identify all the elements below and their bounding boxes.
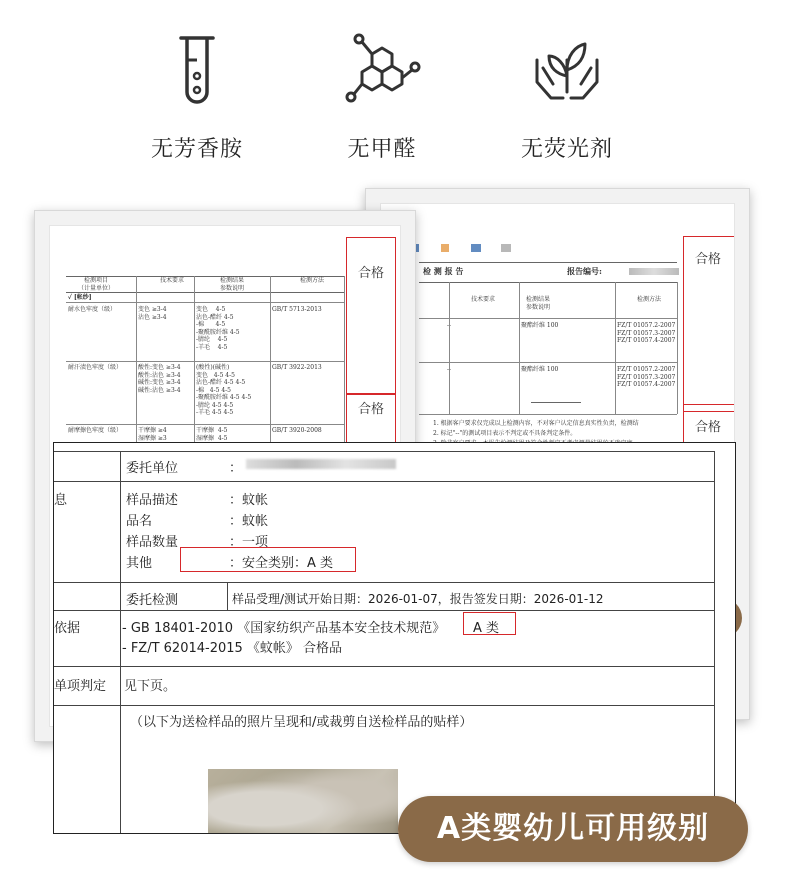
- feature-no-aromatic-amine: [97, 30, 297, 163]
- right-note-2: 2. 标记"--"的测试项目表示不判定或不具备判定条件。: [433, 430, 577, 437]
- left-row1-req: 变色 ≥3-4 沾色 ≥3-4: [138, 306, 167, 321]
- pass-label: 合格: [695, 252, 722, 267]
- left-header-method: 检测方法: [300, 277, 325, 284]
- qty-label: 样品数量: [126, 535, 179, 550]
- standard-gb18401: - GB 18401-2010 《国家纺织产品基本安全技术规范》: [122, 621, 446, 636]
- left-row2-result: (酸性)(碱性) 变色 4-5 4-5 沾色-醋纤 4-5 4-5 -棉 4-5 4-5 -聚酰胺纤维 4-5 4-5 -腈纶 4-5 4-5 -羊毛 4-5 4-5: [196, 364, 252, 416]
- molecule-icon: [342, 30, 422, 110]
- right-row1-method: FZ/T 01057.2-2007 FZ/T 01057.3-2007 FZ/T 01057.4-2007: [617, 322, 676, 344]
- left-row1-item: 耐水色牢度（级）: [68, 306, 117, 313]
- left-row2-req: 酸性:变色 ≥3-4 酸性:沾色 ≥3-4 碱性:变色 ≥3-4 碱性:沾色 ≥3-4: [138, 364, 181, 394]
- left-row1-result: 变色 4-5 沾色-醋纤 4-5 -棉 4-5 -聚酰胺纤维 4-5 -腈纶 4-5 -羊毛 4-5: [196, 306, 240, 351]
- pass-label: 合格: [358, 402, 385, 417]
- feature-row: [0, 0, 790, 190]
- info-label: 息: [54, 493, 68, 508]
- feature-no-fluorescent: [467, 30, 667, 163]
- qty-value: ：一项: [229, 535, 269, 550]
- left-header-result: 检测结果 参数说明: [220, 277, 245, 292]
- right-doc-title: 检 测 报 告: [423, 266, 464, 276]
- left-row3-result: 干摩擦 4-5 湿摩擦 4-5: [196, 427, 228, 442]
- entrust-label: 委托检测: [126, 593, 179, 608]
- right-row1-result: 聚酯纤维 100: [521, 322, 559, 329]
- judge-value: 见下页。: [124, 679, 177, 694]
- left-row3-method: GB/T 3920-2008: [272, 427, 322, 434]
- client-colon: ：: [229, 461, 243, 476]
- other-value: ：安全类别：A 类: [229, 556, 334, 571]
- feature-no-formaldehyde: [282, 30, 482, 163]
- basis-label: 依据: [54, 621, 81, 636]
- class-a-highlight: [463, 612, 516, 635]
- feature-label: 无芳香胺: [150, 137, 243, 162]
- right-header-method: 检测方法: [637, 296, 662, 303]
- right-row2-result: 聚酯纤维 100: [521, 366, 559, 373]
- left-row2-item: 耐汗渍色牢度（级）: [68, 364, 123, 371]
- pass-highlight-box: [346, 237, 396, 395]
- left-header-req: 技术要求: [160, 277, 185, 284]
- safety-class-highlight: [180, 547, 356, 572]
- right-row2-req: --: [447, 366, 452, 373]
- doc-logo-strip: [401, 244, 551, 252]
- photo-note: （以下为送检样品的照片呈现和/或裁剪自送检样品的贴样）: [130, 715, 473, 730]
- blurred-report-number: [629, 268, 679, 275]
- standard-class-a: A 类: [473, 621, 500, 636]
- left-row3-req: 干摩擦 ≥4 湿摩擦 ≥3: [138, 427, 167, 442]
- other-label: 其他: [126, 556, 153, 571]
- desc-label: 样品描述: [126, 493, 179, 508]
- blurred-client-name: [246, 459, 396, 469]
- leaf-hands-icon: [527, 30, 607, 110]
- right-doc-report-no: 报告编号:: [567, 266, 602, 276]
- feature-label: 无荧光剂: [520, 137, 613, 162]
- pass-label: 合格: [695, 420, 722, 435]
- desc-value: ：蚊帐: [229, 493, 269, 508]
- left-header-item: 检测项目 （计量单位）: [78, 277, 115, 292]
- test-dates: 样品受理/测试开始日期：2026-01-07，报告签发日期：2026-01-12: [232, 592, 604, 606]
- left-row3-item: 耐摩擦色牢度（级）: [68, 427, 123, 434]
- name-value: ：蚊帐: [229, 514, 269, 529]
- sample-photo: [208, 769, 398, 834]
- right-row2-method: FZ/T 01057.2-2007 FZ/T 01057.3-2007 FZ/T 01057.4-2007: [617, 366, 676, 388]
- standard-fzt62014: - FZ/T 62014-2015 《蚊帐》 合格品: [122, 641, 343, 656]
- pass-label: 合格: [358, 266, 385, 281]
- test-report-sheet: [53, 442, 736, 834]
- right-header-req: 技术要求: [471, 296, 496, 303]
- left-row2-method: GB/T 3922-2013: [272, 364, 322, 371]
- right-note-1: 1. 根据客户要求仅完成以上检测内容，不对客户认定信息真实性负责，检测结: [433, 420, 639, 427]
- name-label: 品名: [126, 514, 153, 529]
- judge-label: 单项判定: [54, 679, 107, 694]
- left-section-label: ✓ [帐纱]: [68, 294, 92, 301]
- left-row1-method: GB/T 5713-2013: [272, 306, 322, 313]
- client-label: 委托单位: [126, 461, 179, 476]
- test-tube-icon: [167, 30, 227, 110]
- feature-label: 无甲醛: [347, 137, 417, 162]
- right-row1-req: --: [447, 322, 452, 329]
- right-header-result: 检测结果 参数说明: [526, 296, 551, 311]
- grade-badge: A类婴幼儿可用级别: [398, 796, 748, 862]
